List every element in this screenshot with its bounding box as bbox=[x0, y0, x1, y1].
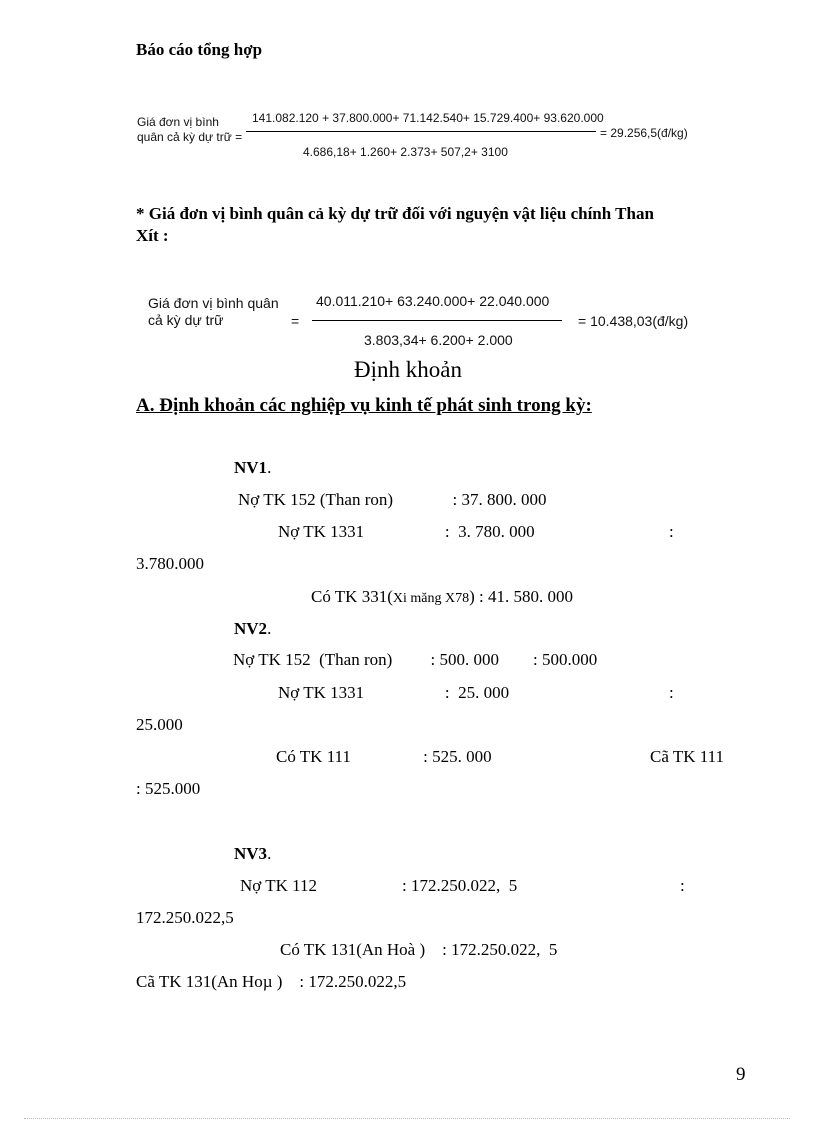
nv1-line2-colon: : bbox=[669, 522, 674, 541]
nv2-line4: Có TK 111 : 525. 000 bbox=[276, 747, 492, 766]
nv1-label bbox=[234, 458, 271, 478]
nv3-line2: 172.250.022,5 bbox=[136, 908, 234, 927]
nv1-line2: Nợ TK 1331 : 3. 780. 000 bbox=[278, 522, 535, 541]
page-title: Định khoản bbox=[354, 357, 462, 382]
nv2-line5: : 525.000 bbox=[136, 779, 201, 798]
page-header: Báo cáo tổng hợp bbox=[136, 40, 263, 59]
nv3-label-text: NV3 bbox=[234, 844, 268, 863]
formula2-denominator: 3.803,34+ 6.200+ 2.000 bbox=[364, 332, 513, 348]
nv1-line1: Nợ TK 152 (Than ron) : 37. 800. 000 bbox=[238, 490, 547, 509]
formula1-label-line1: Giá đơn vị bình bbox=[137, 115, 219, 129]
nv3-label bbox=[234, 844, 271, 864]
nv3-line3: Có TK 131(An Hoà ) : 172.250.022, 5 bbox=[280, 940, 558, 959]
nv3-label-dot: . bbox=[267, 844, 272, 863]
nv3-line1: Nợ TK 112 : 172.250.022, 5 bbox=[240, 876, 518, 895]
nv1-line4-prefix: Có TK 331( bbox=[311, 587, 393, 606]
formula1-fraction-bar bbox=[246, 131, 596, 132]
nv1-line4 bbox=[311, 587, 573, 607]
nv2-line1: Nợ TK 152 (Than ron) : 500. 000 : 500.000 bbox=[233, 650, 598, 669]
formula2-fraction-bar bbox=[312, 320, 562, 321]
formula2-numerator: 40.011.210+ 63.240.000+ 22.040.000 bbox=[316, 293, 550, 309]
nv1-label-text: NV1 bbox=[234, 458, 268, 477]
nv2-line2-colon: : bbox=[669, 683, 674, 702]
nv2-line4-right: Cã TK 111 bbox=[650, 747, 724, 766]
formula2-label-line1: Giá đơn vị bình quân bbox=[148, 295, 279, 311]
footer-divider bbox=[24, 1118, 790, 1119]
nv1-line3: 3.780.000 bbox=[136, 554, 204, 573]
nv2-label bbox=[234, 619, 271, 639]
nv3-line1-colon: : bbox=[680, 876, 685, 895]
nv1-label-dot: . bbox=[267, 458, 272, 477]
than-xit-heading-line2: Xít : bbox=[136, 226, 169, 245]
formula1-result: = 29.256,5(đ/kg) bbox=[600, 126, 688, 140]
formula2-label-line2: cả kỳ dự trữ bbox=[148, 312, 224, 328]
nv3-line4: Cã TK 131(An Hoµ ) : 172.250.022,5 bbox=[136, 972, 407, 991]
nv2-line3: 25.000 bbox=[136, 715, 183, 734]
formula1-numerator: 141.082.120 + 37.800.000+ 71.142.540+ 15.729.400+ 93.620.000 bbox=[252, 111, 604, 125]
nv2-line2: Nợ TK 1331 : 25. 000 bbox=[278, 683, 510, 702]
nv2-label-text: NV2 bbox=[234, 619, 268, 638]
page-number: 9 bbox=[736, 1064, 746, 1085]
section-a-heading: A. Định khoản các nghiệp vụ kinh tế phát sinh trong kỳ: bbox=[136, 395, 592, 416]
formula2-result: = 10.438,03(đ/kg) bbox=[578, 313, 689, 329]
formula2-equals: = bbox=[291, 313, 300, 329]
nv2-label-dot: . bbox=[267, 619, 272, 638]
than-xit-heading-line1: * Giá đơn vị bình quân cả kỳ dự trữ đối với nguyện vật liệu chính Than bbox=[136, 204, 654, 223]
formula1-denominator: 4.686,18+ 1.260+ 2.373+ 507,2+ 3100 bbox=[303, 145, 508, 159]
nv1-line4-supplier: Xi măng X78 bbox=[392, 591, 470, 606]
nv1-line4-amount: ) : 41. 580. 000 bbox=[469, 587, 573, 606]
formula1-label-line2: quân cả kỳ dự trữ = bbox=[137, 130, 243, 144]
